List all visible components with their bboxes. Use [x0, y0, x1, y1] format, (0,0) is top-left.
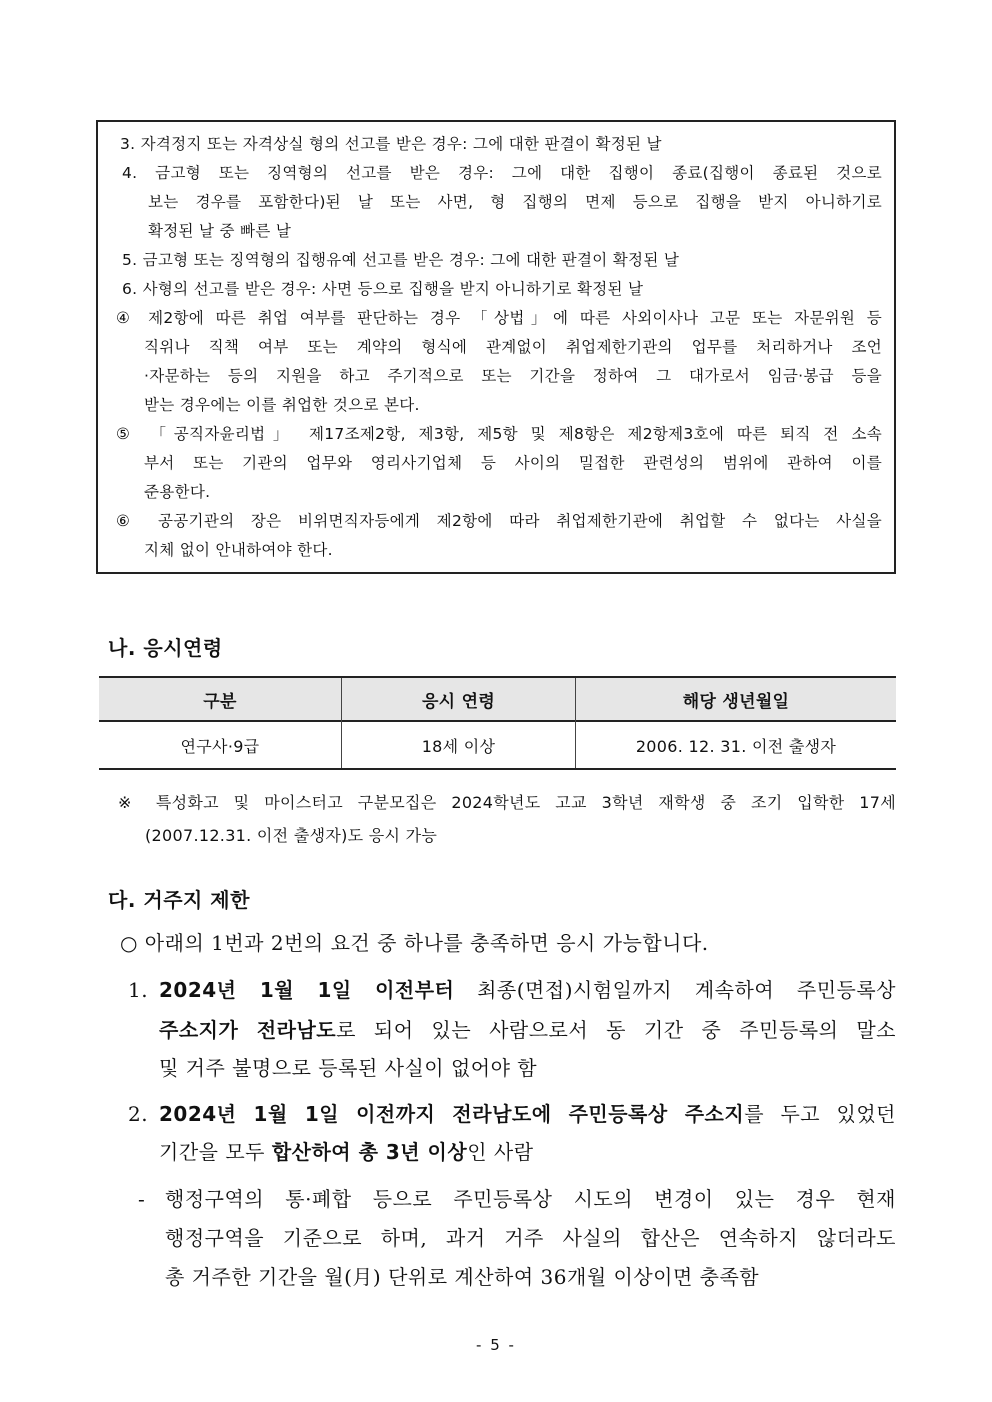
table-bottom-rule [99, 768, 896, 770]
residence-item-1-line3: 및 거주 불명으로 등록된 사실이 없어야 함 [159, 1056, 538, 1080]
provision-item-4-cont2: 확정된 날 중 빠른 날 [148, 222, 292, 240]
residence-section-heading: 다. 거주지 제한 [108, 888, 250, 912]
residence-note-line3: 총 거주한 기간을 월(月) 단위로 계산하여 36개월 이상이면 충족함 [165, 1265, 760, 1289]
provision-item-5: 5. 금고형 또는 징역형의 집행유예 선고를 받은 경우: 그에 대한 판결이 확정된 날 [122, 251, 680, 269]
residence-note-line2: 행정구역을 기준으로 하며, 과거 거주 사실의 합산은 연속하지 않더라도 [165, 1226, 896, 1250]
age-note: ※ 특성화고 및 마이스터고 구분모집은 2024학년도 고교 3학년 재학생 중 조기 입학한 17세 [118, 793, 896, 812]
provision-clause-5-cont: 부서 또는 기관의 업무와 영리사기업체 등 사이의 밀접한 관련성의 범위에 관하여 이를 [144, 454, 882, 472]
provision-clause-6: ⑥ 공공기관의 장은 비위면직자등에게 제2항에 따라 취업제한기관에 취업할 수 없다는 사실을 [116, 512, 882, 530]
residence-item-2-line1 [159, 1101, 896, 1127]
table-cell-age: 18세 이상 [421, 736, 496, 756]
page-number: - 5 - [476, 1336, 516, 1354]
residence-item-2-text: 를 두고 있었던 [744, 1102, 896, 1126]
residence-item-1-bold-address: 주소지가 전라남도 [159, 1018, 337, 1042]
residence-item-1-number: 1. [128, 978, 149, 1002]
provision-clause-4-cont3: 받는 경우에는 이를 취업한 것으로 본다. [144, 396, 420, 414]
table-cell-category: 연구사·9급 [180, 736, 260, 756]
provision-item-4: 4. 금고형 또는 징역형의 선고를 받은 경우: 그에 대한 집행이 종료(집행이 종료된 것으로 [122, 164, 882, 182]
residence-item-2-bold: 2024년 1월 1일 이전까지 전라남도에 주민등록상 주소지 [159, 1102, 745, 1126]
age-section-heading: 나. 응시연령 [108, 636, 223, 660]
provision-clause-5-cont2: 준용한다. [144, 483, 211, 501]
table-header-birthdate: 해당 생년월일 [682, 691, 790, 712]
residence-item-2-bold-total: 합산하여 총 3년 이상 [271, 1140, 468, 1164]
residence-item-1-bold-date: 2024년 1월 1일 이전부터 [159, 978, 455, 1002]
age-table [99, 676, 896, 770]
residence-item-2-text2b: 인 사람 [467, 1140, 534, 1164]
residence-item-1-text2: 로 되어 있는 사람으로서 동 기간 중 주민등록의 말소 [336, 1018, 896, 1042]
table-header-age: 응시 연령 [421, 691, 496, 712]
provision-clause-5: ⑤ 「공직자윤리법」 제17조제2항, 제3항, 제5항 및 제8항은 제2항제3호에 따른 퇴직 전 소속 [116, 425, 882, 443]
residence-item-1-line1 [159, 977, 896, 1003]
provision-clause-4-cont: 직위나 직책 여부 또는 계약의 형식에 관계없이 취업제한기관의 업무를 처리하거나 조언 [144, 338, 882, 356]
provision-clause-4: ④ 제2항에 따른 취업 여부를 판단하는 경우 「상법」에 따른 사외이사나 고문 또는 자문위원 등 [116, 309, 882, 327]
residence-item-1-text: 최종(면접)시험일까지 계속하여 주민등록상 [454, 978, 896, 1002]
provision-item-6: 6. 사형의 선고를 받은 경우: 사면 등으로 집행을 받지 아니하기로 확정된 날 [122, 280, 644, 298]
provision-item-3: 3. 자격정지 또는 자격상실 형의 선고를 받은 경우: 그에 대한 판결이 확정된 날 [120, 135, 662, 153]
provision-box [96, 120, 896, 574]
residence-item-2-line2 [159, 1139, 534, 1165]
table-cell-birthdate: 2006. 12. 31. 이전 출생자 [635, 736, 837, 756]
residence-note-dash: - [138, 1187, 146, 1211]
provision-clause-4-cont2: ·자문하는 등의 지원을 하고 주기적으로 또는 기간을 정하여 그 대가로서 임금·봉급 등을 [144, 367, 882, 385]
age-note-cont: (2007.12.31. 이전 출생자)도 응시 가능 [145, 826, 438, 845]
table-header-category: 구분 [203, 691, 237, 712]
residence-item-2-text2a: 기간을 모두 [159, 1140, 272, 1164]
provision-clause-6-cont: 지체 없이 안내하여야 한다. [144, 541, 333, 559]
residence-note-line1: 행정구역의 통·폐합 등으로 주민등록상 시도의 변경이 있는 경우 현재 [165, 1187, 896, 1211]
residence-item-1-line2 [159, 1017, 896, 1043]
residence-intro: ○ 아래의 1번과 2번의 요건 중 하나를 충족하면 응시 가능합니다. [120, 931, 709, 955]
provision-item-4-cont: 보는 경우를 포함한다)된 날 또는 사면, 형 집행의 면제 등으로 집행을 받지 아니하기로 [148, 193, 882, 211]
residence-item-2-number: 2. [128, 1102, 149, 1126]
